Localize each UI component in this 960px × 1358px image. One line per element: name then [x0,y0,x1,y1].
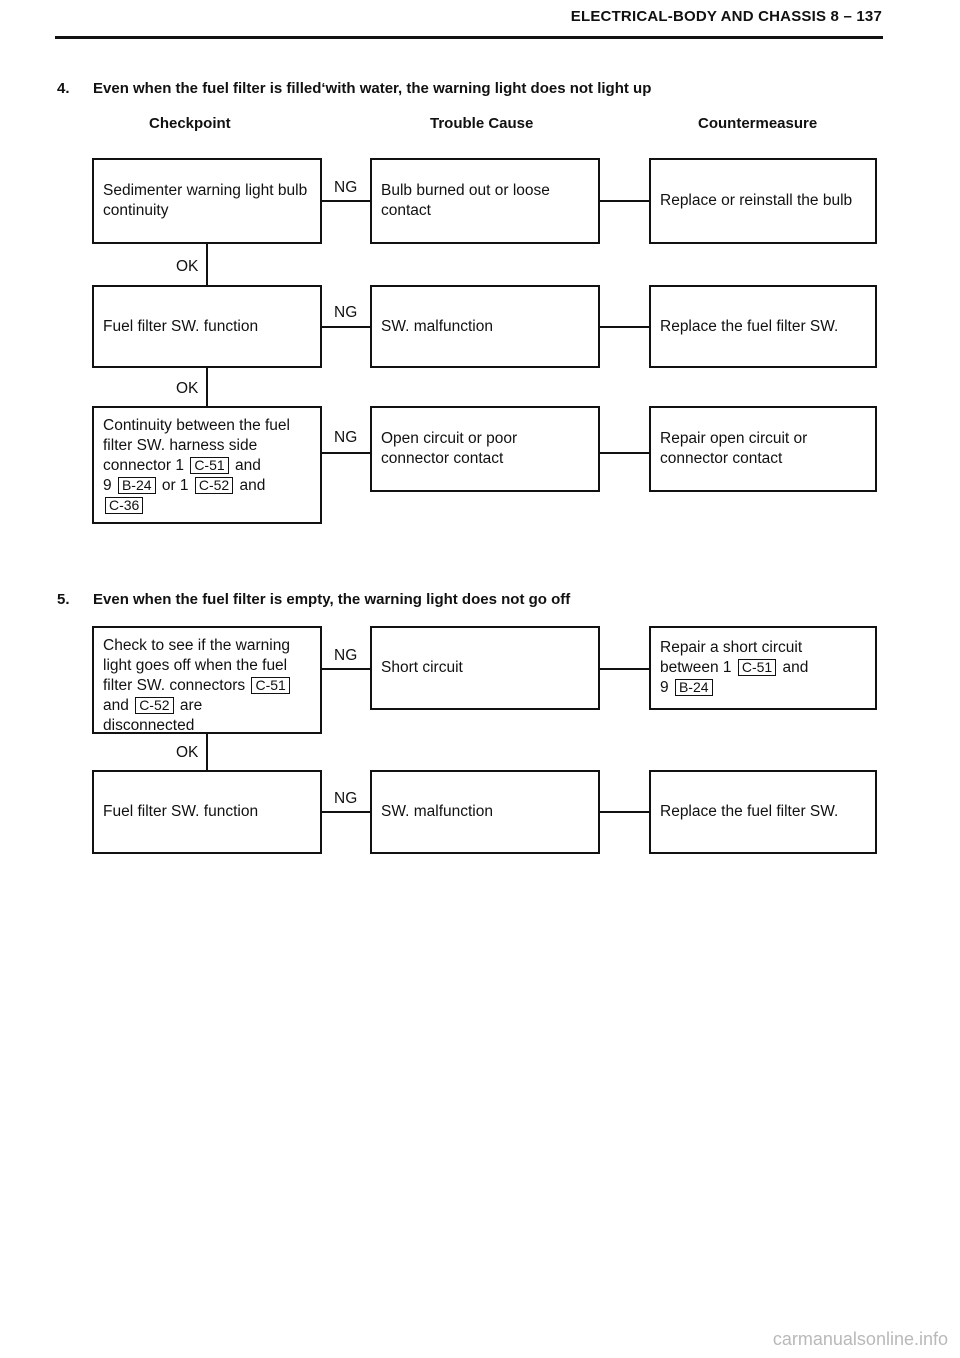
countermeasure-text: Repair open circuit or connector contact [660,430,808,467]
checkpoint-line: are [179,697,203,714]
checkpoint-line: filter SW. connectors [103,677,246,694]
section-4-number: 4. [57,80,70,97]
checkpoint-line: and [239,477,266,494]
countermeasure-line: 9 [660,679,669,696]
checkpoint-text: Fuel filter SW. function [103,317,259,335]
checkpoint-line: Continuity between the fuel [103,417,290,434]
checkpoint-box-disconnect-check [92,626,322,734]
connector-tag: C-51 [738,659,776,676]
cause-text: Bulb burned out or loose contact [381,182,550,219]
connector-tag: B-24 [675,679,713,696]
countermeasure-box-bulb [649,158,877,244]
checkpoint-box-bulb-continuity [92,158,322,244]
cause-text: Short circuit [381,659,463,676]
connector-tag: C-52 [135,697,173,714]
checkpoint-line: light goes off when the fuel [103,657,288,674]
countermeasure-box-short-circuit [649,626,877,710]
checkpoint-line: 9 [103,477,112,494]
countermeasure-text [660,638,808,698]
ok-label: OK [176,258,199,275]
cause-box-switch-2 [370,770,600,854]
connector-line [322,200,370,202]
countermeasure-text: Replace the fuel filter SW. [660,317,839,335]
ng-label: NG [334,647,358,664]
cause-box-short-circuit [370,626,600,710]
connector-line [322,452,370,454]
connector-line [322,811,370,813]
ng-label: NG [334,429,358,446]
checkpoint-line: disconnected [103,717,195,734]
countermeasure-line: and [782,659,809,676]
connector-tag: B-24 [118,477,156,494]
checkpoint-line: and [103,697,129,714]
section-4-title: Even when the fuel filter is filled‘with water, the warning light does not light up [93,80,652,97]
cause-text: SW. malfunction [381,317,493,335]
cause-box-open-circuit [370,406,600,492]
countermeasure-box-switch [649,285,877,368]
connector-line [322,668,370,670]
ok-label: OK [176,744,199,761]
cause-text: Open circuit or poor connector contact [381,430,518,467]
checkpoint-text: Sedimenter warning light bulb continuity [103,182,308,219]
column-head-checkpoint: Checkpoint [149,115,231,132]
countermeasure-box-switch-2 [649,770,877,854]
connector-line [600,452,649,454]
connector-line [600,811,649,813]
connector-line [600,200,649,202]
ok-connector-line [206,734,208,770]
checkpoint-text [103,416,290,516]
connector-tag: C-36 [105,497,143,514]
checkpoint-text [103,636,292,736]
column-head-trouble-cause: Trouble Cause [430,115,534,132]
connector-tag: C-51 [190,457,228,474]
cause-text: SW. malfunction [381,803,493,820]
countermeasure-text: Replace or reinstall the bulb [660,192,853,209]
section-5-title: Even when the fuel filter is empty, the warning light does not go off [93,591,571,608]
checkpoint-text: Fuel filter SW. function [103,803,259,820]
connector-line [322,326,370,328]
ok-connector-line [206,244,208,285]
checkpoint-box-switch-function-2 [92,770,322,854]
ng-label: NG [334,790,358,807]
connector-tag: C-51 [251,677,289,694]
checkpoint-line: filter SW. harness side [103,437,258,454]
connector-line [600,326,649,328]
cause-box-bulb [370,158,600,244]
ng-label: NG [334,179,358,196]
countermeasure-line: between 1 [660,659,732,676]
countermeasure-text: Replace the fuel filter SW. [660,803,839,820]
checkpoint-line: Check to see if the warning [103,637,290,654]
connector-tag: C-52 [195,477,233,494]
page-header: ELECTRICAL-BODY AND CHASSIS 8 – 137 [570,8,882,25]
ng-label: NG [334,304,358,321]
checkpoint-line: connector 1 [103,457,184,474]
section-5-number: 5. [57,591,70,608]
checkpoint-line: and [234,457,261,474]
checkpoint-box-switch-function [92,285,322,368]
ok-connector-line [206,368,208,406]
header-rule [55,36,883,39]
checkpoint-box-continuity [92,406,322,524]
checkpoint-line: or 1 [161,477,189,494]
cause-box-switch [370,285,600,368]
countermeasure-line: Repair a short circuit [660,639,803,656]
column-head-countermeasure: Countermeasure [698,115,818,132]
watermark: carmanualsonline.info [772,1329,948,1349]
ok-label: OK [176,380,199,397]
countermeasure-box-open-circuit [649,406,877,492]
connector-line [600,668,649,670]
